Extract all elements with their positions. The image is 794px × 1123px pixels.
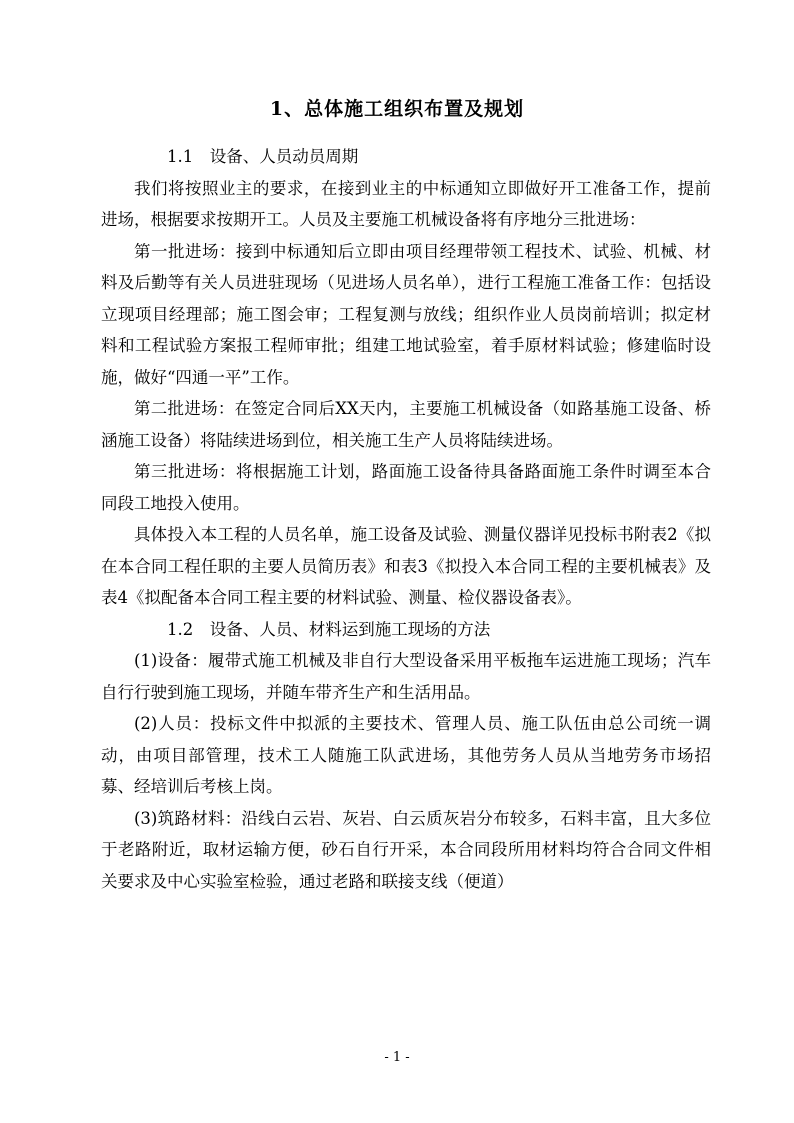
document-title: 1、总体施工组织布置及规划 xyxy=(269,98,525,120)
section-number: 1.1 xyxy=(167,147,194,166)
paragraph: 第三批进场：将根据施工计划，路面施工设备待具备路面施工条件时调至本合同段工地投入使用。 xyxy=(101,462,711,513)
paragraph: 第二批进场：在签定合同后XX天内，主要施工机械设备（如路基施工设备、桥涵施工设备）将陆续进场到位，相关施工生产人员将陆续进场。 xyxy=(101,399,711,450)
paragraph: 具体投入本工程的人员名单，施工设备及试验、测量仪器详见投标书附表2《拟在本合同工程任职的主要人员简历表》和表3《拟投入本合同工程的主要机械表》及表4《拟配备本合同工程主要的材料试验、测量、检仪器设备表》。 xyxy=(101,525,711,607)
paragraph: 第一批进场：接到中标通知后立即由项目经理带领工程技术、试验、机械、材料及后勤等有关人员进驻现场（见进场人员名单），进行工程施工准备工作：包括设立现项目经理部；施工图会审；工程复测与放线；组织作业人员岗前培训；拟定材料和工程试验方案报工程师审批；组建工地试验室，着手原材料试验；修建临时设施，做好“四通一平”工作。 xyxy=(101,241,711,387)
section-number: 1.2 xyxy=(167,619,194,639)
page-number: - 1 - xyxy=(384,1050,410,1065)
document-body xyxy=(101,141,711,897)
section-heading-text: 设备、人员、材料运到施工现场的方法 xyxy=(209,619,491,639)
paragraph: (1)设备：履带式施工机械及非自行大型设备采用平板拖车运进施工现场；汽车自行行驶到施工现场，并随车带齐生产和生活用品。 xyxy=(101,651,711,702)
section-heading-1-1 xyxy=(101,141,711,173)
section-heading-1-2 xyxy=(101,614,711,646)
section-heading-text: 设备、人员动员周期 xyxy=(209,147,359,166)
paragraph: (2)人员：投标文件中拟派的主要技术、管理人员、施工队伍由总公司统一调动，由项目部管理，技术工人随施工队武进场，其他劳务人员从当地劳务市场招募、经培训后考核上岗。 xyxy=(101,714,711,796)
paragraph: 我们将按照业主的要求，在接到业主的中标通知立即做好开工准备工作，提前进场，根据要求按期开工。人员及主要施工机械设备将有序地分三批进场： xyxy=(101,178,711,229)
paragraph: (3)筑路材料：沿线白云岩、灰岩、白云质灰岩分布较多，石料丰富，且大多位于老路附近，取材运输方便，砂石自行开采，本合同段所用材料均符合合同文件相关要求及中心实验室检验，通过老路和联接支线（便道） xyxy=(101,808,711,891)
